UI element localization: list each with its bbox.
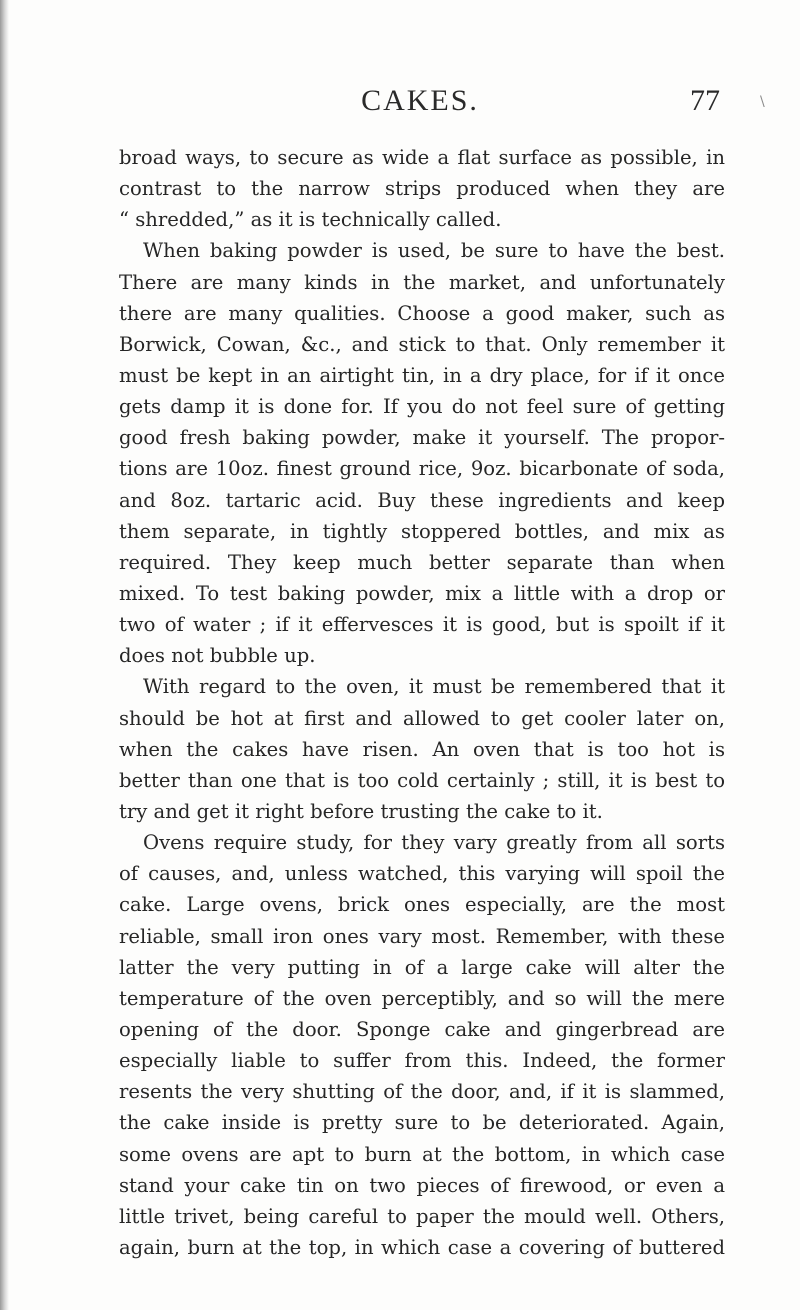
text-line: some ovens are apt to burn at the bottom, in which case: [119, 1142, 725, 1166]
text-line: better than one that is too cold certainly ; still, it is best to: [119, 768, 725, 792]
body-text: [119, 142, 725, 1263]
corner-mark: \: [760, 94, 765, 110]
text-line: latter the very putting in of a large cake will alter the: [119, 955, 725, 979]
text-line: two of water ; if it effervesces it is good, but is spoilt if it: [119, 613, 725, 637]
text-line: must be kept in an airtight tin, in a dry place, for if it once: [119, 363, 725, 387]
text-line: when the cakes have risen. An oven that is too hot is: [119, 737, 725, 761]
text-line: There are many kinds in the market, and unfortunately: [119, 270, 725, 294]
text-line: them separate, in tightly stoppered bottles, and mix as: [119, 519, 725, 543]
text-line: required. They keep much better separate than when: [119, 550, 725, 574]
text-line: of causes, and, unless watched, this varying will spoil the: [119, 862, 725, 886]
text-line: resents the very shutting of the door, and, if it is slammed,: [119, 1080, 725, 1104]
text-line: try and get it right before trusting the cake to it.: [119, 799, 603, 823]
text-line: should be hot at first and allowed to get cooler later on,: [119, 706, 725, 730]
page-header: [120, 84, 720, 128]
text-line: and 8oz. tartaric acid. Buy these ingredients and keep: [119, 488, 725, 512]
text-line: gets damp it is done for. If you do not feel sure of getting: [119, 395, 725, 419]
text-line: does not bubble up.: [119, 644, 316, 668]
text-line: little trivet, being careful to paper the mould well. Others,: [119, 1204, 725, 1228]
page-gutter-shadow: [0, 0, 9, 1310]
text-line: mixed. To test baking powder, mix a little with a drop or: [119, 581, 725, 605]
text-line: Ovens require study, for they vary greatly from all sorts: [143, 831, 725, 855]
text-line: cake. Large ovens, brick ones especially, are the most: [119, 893, 725, 917]
text-line: contrast to the narrow strips produced when they are: [119, 177, 725, 201]
text-line: reliable, small iron ones vary most. Remember, with these: [119, 924, 725, 948]
text-line: stand your cake tin on two pieces of firewood, or even a: [119, 1173, 725, 1197]
text-line: good fresh baking powder, make it yourself. The propor-: [119, 426, 725, 450]
text-line: opening of the door. Sponge cake and gingerbread are: [119, 1017, 725, 1041]
text-line: Borwick, Cowan, &c., and stick to that. Only remember it: [119, 332, 725, 356]
page-number: 77: [690, 84, 720, 117]
text-line: “ shredded,” as it is technically called.: [119, 208, 502, 232]
text-line: again, burn at the top, in which case a covering of buttered: [119, 1235, 725, 1259]
text-line: tions are 10oz. finest ground rice, 9oz. bicarbonate of soda,: [119, 457, 725, 481]
text-line: the cake inside is pretty sure to be deteriorated. Again,: [119, 1111, 725, 1135]
text-line: there are many qualities. Choose a good maker, such as: [119, 301, 725, 325]
text-line: broad ways, to secure as wide a flat surface as possible, in: [119, 146, 725, 169]
text-line: temperature of the oven perceptibly, and so will the mere: [119, 986, 725, 1010]
text-line: With regard to the oven, it must be remembered that it: [143, 675, 725, 699]
text-line: especially liable to suffer from this. Indeed, the former: [119, 1049, 725, 1073]
text-line: When baking powder is used, be sure to have the best.: [143, 239, 725, 263]
running-title: CAKES.: [361, 84, 479, 117]
